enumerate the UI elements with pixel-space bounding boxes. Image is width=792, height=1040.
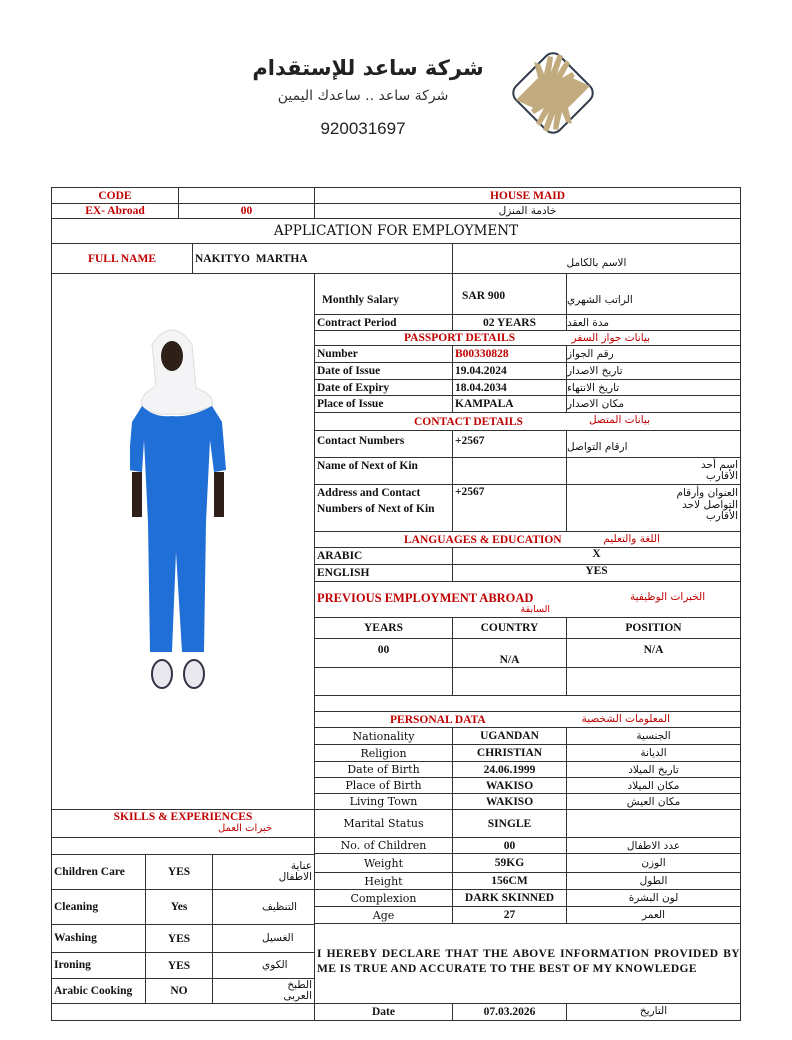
expiry-date-label-ar: تاريخ الانتهاء <box>567 381 620 394</box>
religion-label-ar: الديانة <box>640 747 667 759</box>
ex-abroad-label: EX- Abroad <box>85 205 145 217</box>
full-name-value: NAKITYO MARTHA <box>195 252 308 265</box>
employment-country: N/A <box>499 654 520 666</box>
age-label-ar: العمر <box>641 909 666 921</box>
date-of-birth-label-ar: تاريخ الميلاد <box>628 763 679 776</box>
language-english-value: YES <box>585 565 608 577</box>
religion-value: CHRISTIAN <box>476 747 543 759</box>
date-label-ar: التاريخ <box>639 1005 668 1017</box>
previous-employment-title: PREVIOUS EMPLOYMENT ABROAD <box>317 590 534 605</box>
living-town-label: Living Town <box>349 795 418 808</box>
next-of-kin-label-ar: اسم أحد الأقارب <box>701 459 738 482</box>
date-of-birth-label: Date of Birth <box>347 763 420 776</box>
age-value: 27 <box>503 909 516 921</box>
issue-date-label: Date of Issue <box>317 365 381 377</box>
contact-section-title: CONTACT DETAILS <box>414 415 523 428</box>
cleaning-value: Yes <box>170 901 188 913</box>
place-of-issue-value: KAMPALA <box>455 398 514 410</box>
nationality-label: Nationality <box>352 729 415 743</box>
children-care-value: YES <box>167 866 191 878</box>
arabic-cooking-label: Arabic Cooking <box>54 984 133 997</box>
weight-value: 59KG <box>494 857 525 869</box>
salary-value: SAR 900 <box>462 290 506 302</box>
column-header-years: YEARS <box>364 622 403 634</box>
nationality-label-ar: الجنسية <box>636 730 671 742</box>
issue-date-label-ar: تاريخ الاصدار <box>567 365 623 377</box>
languages-section-title-ar: اللغة والتعليم <box>603 533 660 545</box>
previous-employment-title-ar-2: السابقة <box>520 603 550 615</box>
declaration-text: I HEREBY DECLARE THAT THE ABOVE INFORMATION PROVIDED BY ME IS TRUE AND ACCURATE TO THE BEST OF MY KNOWLEDGE <box>317 948 740 975</box>
personal-data-title: PERSONAL DATA <box>390 713 486 726</box>
marital-status-label: Marital Status <box>343 817 424 830</box>
marital-status-label-ar <box>567 810 740 837</box>
full-name-label-ar: الاسم بالكامل <box>566 256 627 269</box>
issue-date-value: 19.04.2024 <box>455 365 507 377</box>
weight-label: Weight <box>364 856 403 870</box>
place-of-issue-label-ar: مكان الاصدار <box>567 398 624 410</box>
living-town-value: WAKISO <box>485 795 534 808</box>
kin-address-label-ar: العنوان وأرقام التواصل لاحد الأقارب <box>676 487 738 522</box>
place-of-issue-label: Place of Issue <box>317 398 384 410</box>
applicant-photo <box>130 322 230 700</box>
previous-employment-title-ar: الخبرات الوظيفية <box>630 591 706 603</box>
language-arabic-value: X <box>592 548 601 560</box>
nationality-value: UGANDAN <box>480 730 539 742</box>
washing-value: YES <box>167 932 191 945</box>
hands-diamond-logo-icon <box>498 38 608 148</box>
contact-numbers-label: Contact Numbers <box>317 435 405 447</box>
ironing-label-ar: الكوي <box>262 959 288 971</box>
language-english-label: ENGLISH <box>317 567 370 579</box>
expiry-date-value: 18.04.2034 <box>455 381 507 394</box>
arabic-cooking-value: NO <box>170 985 188 997</box>
company-logo-banner <box>213 28 633 150</box>
height-label-ar: الطول <box>639 875 668 887</box>
company-tagline-ar: شركة ساعد .. ساعدك اليمين <box>277 88 449 104</box>
skills-section-title: SKILLS & EXPERIENCES <box>113 810 253 823</box>
contract-label: Contract Period <box>317 316 397 329</box>
position-title: HOUSE MAID <box>489 189 566 202</box>
cleaning-label: Cleaning <box>54 900 99 913</box>
column-header-position: POSITION <box>625 622 682 634</box>
weight-label-ar: الوزن <box>641 857 666 869</box>
date-of-birth-value: 24.06.1999 <box>483 763 536 776</box>
salary-label: Monthly Salary <box>322 294 399 306</box>
complexion-label-ar: لون البشرة <box>628 892 679 904</box>
form-title: APPLICATION FOR EMPLOYMENT <box>273 223 519 239</box>
children-care-label: Children Care <box>54 865 125 878</box>
next-of-kin-value <box>453 458 566 484</box>
age-label: Age <box>372 908 395 922</box>
passport-number-label: Number <box>317 348 358 360</box>
living-town-label-ar: مكان العيش <box>626 795 681 808</box>
date-label: Date <box>372 1006 395 1018</box>
children-care-label-ar: عناية الاطفال <box>278 860 312 883</box>
ironing-label: Ironing <box>54 959 91 971</box>
employment-position <box>567 668 740 695</box>
contact-numbers-value: +2567 <box>455 435 485 447</box>
kin-address-label: Address and Contact Numbers of Next of Kin <box>317 487 435 515</box>
height-value: 156CM <box>491 875 528 887</box>
column-header-country: COUNTRY <box>480 622 539 634</box>
marital-status-value: SINGLE <box>487 817 532 830</box>
passport-number-label-ar: رقم الجواز <box>567 348 614 360</box>
washing-label-ar: الغسيل <box>262 932 294 944</box>
company-name-ar: شركة ساعد للإستقدام <box>252 56 484 80</box>
languages-section-title: LANGUAGES & EDUCATION <box>404 533 562 546</box>
place-of-birth-label-ar: مكان الميلاد <box>627 779 680 792</box>
employment-country <box>453 668 566 695</box>
salary-label-ar: الراتب الشهري <box>567 294 633 306</box>
contract-label-ar: مدة العقد <box>567 316 609 329</box>
employment-position: N/A <box>643 644 664 656</box>
employment-years: 00 <box>377 644 390 656</box>
complexion-label: Complexion <box>350 891 417 905</box>
code-label: CODE <box>98 189 132 202</box>
expiry-date-label: Date of Expiry <box>317 381 390 394</box>
place-of-birth-value: WAKISO <box>485 779 534 792</box>
children-count-value: 00 <box>503 839 516 852</box>
washing-label: Washing <box>54 932 97 944</box>
ironing-value: YES <box>167 959 191 972</box>
code-value <box>179 188 314 203</box>
religion-label: Religion <box>360 746 407 760</box>
date-value: 07.03.2026 <box>483 1006 536 1018</box>
children-count-label-ar: عدد الاطفال <box>626 839 681 852</box>
language-arabic-label: ARABIC <box>317 550 363 562</box>
contract-value: 02 YEARS <box>483 316 536 329</box>
next-of-kin-label: Name of Next of Kin <box>317 460 418 472</box>
employment-years <box>315 668 452 695</box>
contact-numbers-label-ar: ارقام التواصل <box>567 441 628 453</box>
complexion-value: DARK SKINNED <box>464 892 555 904</box>
passport-section-title: PASSPORT DETAILS <box>404 332 516 344</box>
company-phone: 920031697 <box>320 119 406 138</box>
passport-number-value: B00330828 <box>455 348 509 360</box>
ex-abroad-value: 00 <box>240 205 253 217</box>
cleaning-label-ar: التنظيف <box>262 900 298 913</box>
passport-section-title-ar: بيانات جواز السفر <box>571 332 650 344</box>
position-title-ar: خادمة المنزل <box>498 205 557 217</box>
skills-section-title-ar: خبرات العمل <box>217 823 273 834</box>
contact-section-title-ar: بيانات المتصل <box>588 414 650 426</box>
height-label: Height <box>364 874 403 888</box>
full-name-label: FULL NAME <box>87 252 157 265</box>
place-of-birth-label: Place of Birth <box>345 779 422 792</box>
personal-data-title-ar: المعلومات الشخصية <box>581 713 670 725</box>
kin-address-value: +2567 <box>455 486 485 498</box>
arabic-cooking-label-ar: الطبخ العربى <box>283 979 312 1002</box>
children-count-label: No. of Children <box>340 839 427 852</box>
